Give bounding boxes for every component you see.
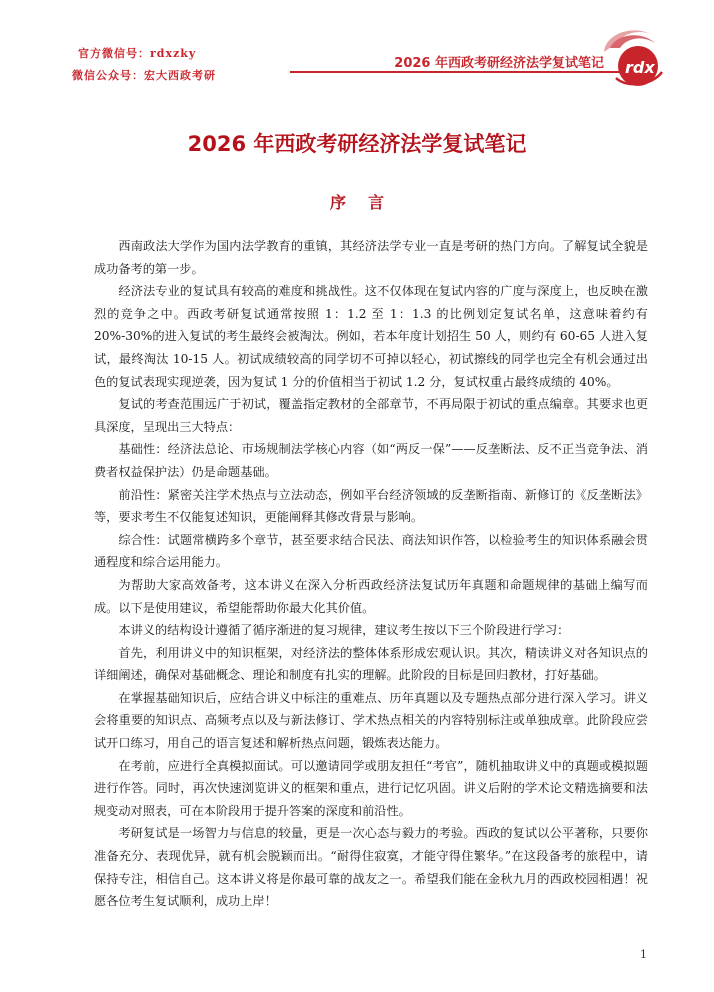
paragraph: 在考前，应进行全真模拟面试。可以邀请同学或朋友担任“考官”，随机抽取讲义中的真题或模拟题进行作答。同时，再次快速浏览讲义的框架和重点，进行记忆巩固。讲义后附的学术论文精选摘要和法规变动对照表，可在本阶段用于提升答案的深度和前沿性。 <box>94 758 648 818</box>
body-text <box>94 235 648 913</box>
paragraph: 本讲义的结构设计遵循了循序渐进的复习规律，建议考生按以下三个阶段进行学习： <box>118 623 570 638</box>
paragraph: 为帮助大家高效备考，这本讲义在深入分析西政经济法复试历年真题和命题规律的基础上编写而成。以下是使用建议，希望能帮助你最大化其价值。 <box>94 577 648 615</box>
paragraph: 在掌握基础知识后，应结合讲义中标注的重难点、历年真题以及专题热点部分进行深入学习。讲义会将重要的知识点、高频考点以及与新法修订、学术热点相关的内容特别标注或单独成章。此阶段应尝试开口练习，用自己的语言复述和解析热点问题，锻炼表达能力。 <box>94 690 648 751</box>
section-title: 序言 <box>329 193 406 212</box>
rdx-logo-icon <box>596 22 666 92</box>
document-title: 2026 年西政考研经济法学复试笔记 <box>187 132 527 156</box>
header-rule <box>290 71 635 73</box>
paragraph: 考研复试是一场智力与信息的较量，更是一次心态与毅力的考验。西政的复试以公平著称，只要你准备充分、表现优异，就有机会脱颖而出。“耐得住寂寞，才能守得住繁华。”在这段备考的旅程中，请保持专注，相信自己。这本讲义将是你最可靠的战友之一。希望我们能在金秋九月的西政校园相遇！祝愿各位考生复试顺利，成功上岸！ <box>94 826 648 909</box>
svg-text:rdx: rdx <box>625 58 655 77</box>
paragraph: 西南政法大学作为国内法学教育的重镇，其经济法学专业一直是考研的热门方向。了解复试全貌是成功备考的第一步。 <box>94 239 648 276</box>
paragraph: 首先，利用讲义中的知识框架，对经济法的整体体系形成宏观认识。其次，精读讲义对各知识点的详细阐述，确保对基础概念、理论和制度有扎实的理解。此阶段的目标是回归教材，打好基础。 <box>94 645 648 683</box>
page-number: 1 <box>640 948 647 961</box>
paragraph: 复试的考查范围远广于初试，覆盖指定教材的全部章节，不再局限于初试的重点编章。其要求也更具深度，呈现出三大特点： <box>94 397 648 434</box>
paragraph: 前沿性：紧密关注学术热点与立法动态，例如平台经济领域的反垄断指南、新修订的《反垄断法》等，要求考生不仅能复述知识，更能阐释其修改背景与影响。 <box>94 487 648 525</box>
paragraph: 基础性：经济法总论、市场规制法学核心内容（如“两反一保”——反垄断法、反不正当竞争法、消费者权益保护法）仍是命题基础。 <box>94 442 648 479</box>
header-title: 2026 年西政考研经济法学复试笔记 <box>394 56 604 71</box>
page-header <box>0 0 714 100</box>
wechat-id: 官方微信号：rdxzky <box>78 47 197 60</box>
paragraph: 经济法专业的复试具有较高的难度和挑战性。这不仅体现在复试内容的广度与深度上，也反映在激烈的竞争之中。西政考研复试通常按照 1：1.2 至 1：1.3 的比例划定复试名单，这意味着约有 20%-30%的进入复试的考生最终会被淘汰。例如，若本年度计划招生 50 人，则约有 60-65 人进入复试，最终淘汰 10-15 人。初试成绩较高的同学切不可掉以轻心，初试擦线的同学也完全有机会通过出色的复试表现实现逆袭，因为复试 1 分的价值相当于初试 1.2 分，复试权重占最终成绩的 40%。 <box>94 284 648 389</box>
public-account: 微信公众号：宏大西政考研 <box>72 69 216 82</box>
paragraph: 综合性：试题常横跨多个章节，甚至要求结合民法、商法知识作答，以检验考生的知识体系融会贯通程度和综合运用能力。 <box>94 532 648 570</box>
